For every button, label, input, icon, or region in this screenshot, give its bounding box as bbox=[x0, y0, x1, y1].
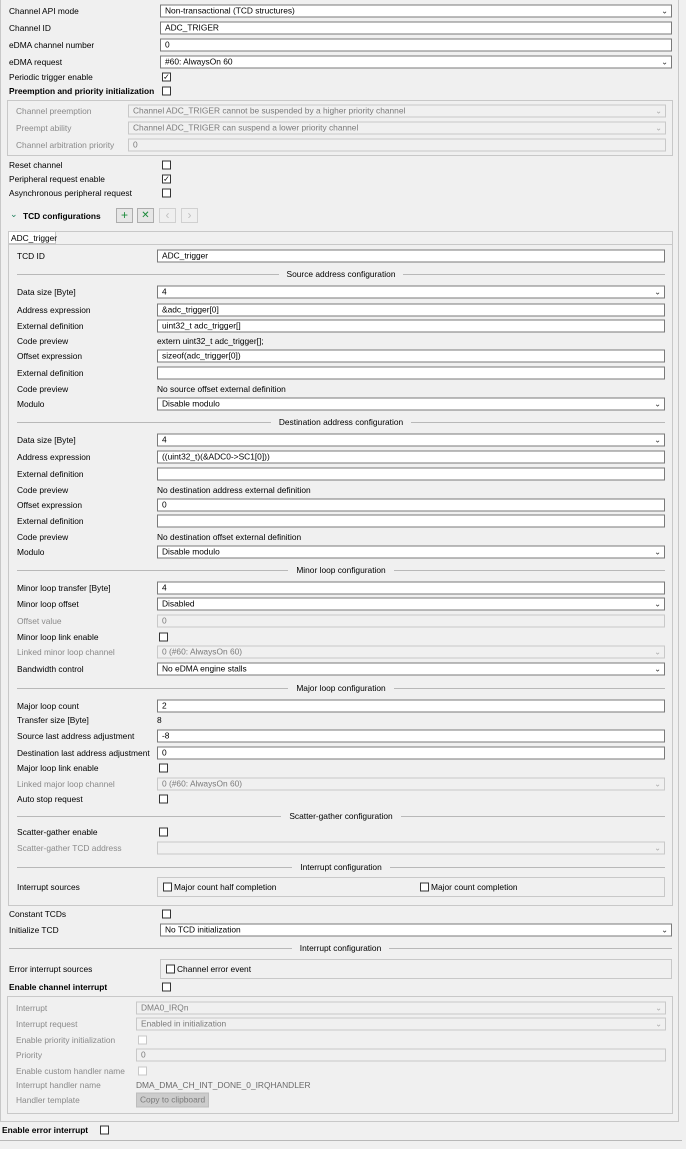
chevron-down-icon: ⌄ bbox=[654, 664, 661, 674]
section-separator bbox=[17, 810, 665, 822]
checkmark-icon: ✓ bbox=[163, 174, 170, 184]
channel-api-mode-select[interactable] bbox=[160, 5, 672, 18]
channel-preemption-select bbox=[128, 105, 666, 118]
offset-expression-input[interactable]: sizeof(adc_trigger[0]) bbox=[157, 350, 665, 363]
separator-line bbox=[17, 274, 279, 275]
selected-value: #60: AlwaysOn 60 bbox=[165, 56, 233, 67]
initialize-tcd-label: Initialize TCD bbox=[9, 925, 59, 935]
section-separator bbox=[17, 861, 665, 873]
auto-stop-request-label: Auto stop request bbox=[17, 794, 83, 804]
chevron-down-icon: ⌄ bbox=[654, 435, 661, 445]
external-definition-label: External definition bbox=[17, 321, 84, 331]
interrupt-select bbox=[136, 1002, 666, 1015]
selected-value: DMA0_IRQn bbox=[141, 1002, 189, 1013]
handler-template-label: Handler template bbox=[16, 1095, 80, 1105]
edma-request-label: eDMA request bbox=[9, 57, 63, 67]
channel-id-label: Channel ID bbox=[9, 23, 51, 33]
enable-custom-handler-name-label: Enable custom handler name bbox=[16, 1066, 125, 1076]
section-title: Source address configuration bbox=[286, 269, 396, 279]
chevron-right-icon: › bbox=[187, 208, 192, 222]
minor-loop-link-enable-checkbox[interactable] bbox=[159, 633, 168, 642]
code-preview-value: No destination offset external definition bbox=[157, 532, 302, 542]
selected-value: Channel ADC_TRIGER cannot be suspended by a higher priority channel bbox=[133, 105, 406, 116]
preemption-and-priority-initialization-checkbox[interactable] bbox=[162, 87, 171, 96]
code-preview-label: Code preview bbox=[17, 485, 69, 495]
interrupt-sources-label: Interrupt sources bbox=[17, 882, 80, 892]
chevron-down-icon: ⌄ bbox=[654, 547, 661, 557]
selected-value: Disable modulo bbox=[162, 546, 220, 557]
code-preview-label: Code preview bbox=[17, 336, 69, 346]
data-size-byte-label: Data size [Byte] bbox=[17, 287, 76, 297]
code-preview-value: extern uint32_t adc_trigger[]; bbox=[157, 336, 264, 346]
chevron-down-icon: ⌄ bbox=[654, 287, 661, 297]
section-title: Major loop configuration bbox=[296, 683, 386, 693]
constant-tcds-checkbox[interactable] bbox=[162, 910, 171, 919]
external-definition-label: External definition bbox=[17, 516, 84, 526]
tcd-id-input[interactable]: ADC_trigger bbox=[157, 250, 665, 263]
selected-value: Channel ADC_TRIGER can suspend a lower priority channel bbox=[133, 122, 359, 133]
separator-line bbox=[17, 816, 281, 817]
address-expression-label: Address expression bbox=[17, 452, 91, 462]
section-separator bbox=[17, 564, 665, 576]
bandwidth-control-label: Bandwidth control bbox=[17, 664, 84, 674]
chevron-down-icon: ⌄ bbox=[654, 779, 661, 789]
code-preview-value: No source offset external definition bbox=[157, 384, 286, 394]
chevron-down-icon: ⌄ bbox=[655, 1003, 662, 1013]
major-loop-count-label: Major loop count bbox=[17, 701, 79, 711]
separator-line bbox=[394, 688, 665, 689]
reset-channel-label: Reset channel bbox=[9, 160, 63, 170]
next-tcd-button[interactable] bbox=[181, 208, 198, 223]
tab-adc-trigger[interactable] bbox=[9, 232, 56, 244]
section-separator bbox=[9, 942, 672, 954]
destination-last-address-adjustment-label: Destination last address adjustment bbox=[17, 748, 150, 758]
channel-id-input[interactable]: ADC_TRIGER bbox=[160, 22, 672, 35]
separator-line bbox=[17, 688, 288, 689]
enable-channel-interrupt-label: Enable channel interrupt bbox=[9, 982, 108, 992]
channel-arbitration-priority-label: Channel arbitration priority bbox=[16, 140, 115, 150]
transfer-size-byte-value: 8 bbox=[157, 715, 162, 725]
external-definition-label: External definition bbox=[17, 469, 84, 479]
section-title: Destination address configuration bbox=[278, 417, 404, 427]
selected-value: 0 (#60: AlwaysOn 60) bbox=[162, 646, 243, 657]
interrupt-handler-name-value: DMA_DMA_CH_INT_DONE_0_IRQHANDLER bbox=[136, 1080, 311, 1090]
data-size-byte-select[interactable] bbox=[157, 434, 665, 447]
scatter-gather-tcd-address-select bbox=[157, 842, 665, 855]
offset-value-label: Offset value bbox=[17, 616, 62, 626]
preempt-ability-label: Preempt ability bbox=[16, 123, 72, 133]
separator-line bbox=[403, 274, 665, 275]
major-count-half-completion-label: Major count half completion bbox=[174, 882, 277, 892]
offset-expression-label: Offset expression bbox=[17, 500, 83, 510]
channel-preemption-label: Channel preemption bbox=[16, 106, 92, 116]
transfer-size-byte-label: Transfer size [Byte] bbox=[17, 715, 89, 725]
destination-last-address-adjustment-input[interactable]: 0 bbox=[157, 747, 665, 760]
external-definition-input[interactable] bbox=[157, 367, 665, 380]
separator-line bbox=[390, 867, 665, 868]
channel-arbitration-priority-input: 0 bbox=[128, 139, 666, 152]
modulo-label: Modulo bbox=[17, 399, 45, 409]
address-expression-label: Address expression bbox=[17, 305, 91, 315]
selected-value: 4 bbox=[162, 286, 167, 297]
channel-error-event-checkbox[interactable] bbox=[166, 965, 175, 974]
scatter-gather-tcd-address-label: Scatter-gather TCD address bbox=[17, 843, 122, 853]
interrupt-request-select bbox=[136, 1018, 666, 1031]
chevron-down-icon: ⌄ bbox=[661, 925, 668, 935]
linked-major-loop-channel-select bbox=[157, 778, 665, 791]
major-loop-count-input[interactable]: 2 bbox=[157, 700, 665, 713]
section-separator bbox=[17, 682, 665, 694]
edma-channel-number-label: eDMA channel number bbox=[9, 40, 95, 50]
tab-divider bbox=[9, 244, 672, 245]
source-last-address-adjustment-label: Source last address adjustment bbox=[17, 731, 135, 741]
separator-line bbox=[9, 948, 292, 949]
separator-line bbox=[389, 948, 672, 949]
chevron-down-icon: ⌄ bbox=[661, 6, 668, 16]
channel-error-event-label: Channel error event bbox=[177, 964, 252, 974]
offset-value-input: 0 bbox=[157, 615, 665, 628]
handler-template-button: Copy to clipboard bbox=[136, 1093, 209, 1108]
selected-value: Enabled in initialization bbox=[141, 1018, 227, 1029]
preemption-and-priority-initialization-label: Preemption and priority initialization bbox=[9, 86, 155, 96]
enable-custom-handler-name-checkbox bbox=[138, 1067, 147, 1076]
modulo-label: Modulo bbox=[17, 547, 45, 557]
selected-value: 0 (#60: AlwaysOn 60) bbox=[162, 778, 243, 789]
bottom-divider bbox=[0, 1140, 682, 1141]
asynchronous-peripheral-request-label: Asynchronous peripheral request bbox=[9, 188, 132, 198]
interrupt-request-label: Interrupt request bbox=[16, 1019, 78, 1029]
plus-icon: + bbox=[120, 208, 128, 222]
peripheral-request-enable-checkbox[interactable] bbox=[162, 175, 171, 184]
section-title: Interrupt configuration bbox=[299, 943, 382, 953]
section-separator bbox=[17, 268, 665, 280]
checkmark-icon: ✓ bbox=[163, 72, 170, 82]
minor-loop-offset-select[interactable] bbox=[157, 598, 665, 611]
chevron-left-icon: ‹ bbox=[165, 208, 170, 222]
enable-channel-interrupt-checkbox[interactable] bbox=[162, 983, 171, 992]
chevron-down-icon: ⌄ bbox=[661, 57, 668, 67]
separator-line bbox=[401, 816, 665, 817]
scatter-gather-enable-label: Scatter-gather enable bbox=[17, 827, 98, 837]
linked-minor-loop-channel-select bbox=[157, 646, 665, 659]
section-title: Minor loop configuration bbox=[296, 565, 386, 575]
chevron-down-icon: ⌄ bbox=[654, 599, 661, 609]
code-preview-value: No destination address external definition bbox=[157, 485, 311, 495]
modulo-select[interactable] bbox=[157, 398, 665, 411]
peripheral-request-enable-label: Peripheral request enable bbox=[9, 174, 105, 184]
external-definition-input[interactable]: uint32_t adc_trigger[] bbox=[157, 320, 665, 333]
major-count-completion-checkbox[interactable] bbox=[420, 883, 429, 892]
separator-line bbox=[411, 422, 665, 423]
minor-loop-transfer-byte-input[interactable]: 4 bbox=[157, 582, 665, 595]
periodic-trigger-enable-checkbox[interactable] bbox=[162, 73, 171, 82]
offset-expression-label: Offset expression bbox=[17, 351, 83, 361]
section-title: Interrupt configuration bbox=[300, 862, 382, 872]
selected-value: Disable modulo bbox=[162, 398, 220, 409]
tcd-id-label: TCD ID bbox=[17, 251, 45, 261]
offset-expression-input[interactable]: 0 bbox=[157, 499, 665, 512]
edma-request-select[interactable] bbox=[160, 56, 672, 69]
source-last-address-adjustment-input[interactable]: -8 bbox=[157, 730, 665, 743]
chevron-down-icon: ⌄ bbox=[654, 843, 661, 853]
selected-value: Non-transactional (TCD structures) bbox=[165, 5, 295, 16]
section-title: Scatter-gather configuration bbox=[289, 811, 393, 821]
periodic-trigger-enable-label: Periodic trigger enable bbox=[9, 72, 93, 82]
external-definition-input[interactable] bbox=[157, 468, 665, 481]
reset-channel-checkbox[interactable] bbox=[162, 161, 171, 170]
scatter-gather-enable-checkbox[interactable] bbox=[159, 828, 168, 837]
linked-minor-loop-channel-label: Linked minor loop channel bbox=[17, 647, 115, 657]
data-size-byte-select[interactable] bbox=[157, 286, 665, 299]
enable-error-interrupt-checkbox[interactable] bbox=[100, 1126, 109, 1135]
chevron-down-icon: ⌄ bbox=[654, 399, 661, 409]
error-interrupt-sources-label: Error interrupt sources bbox=[9, 964, 93, 974]
initialize-tcd-select[interactable] bbox=[160, 924, 672, 937]
priority-input: 0 bbox=[136, 1049, 666, 1062]
address-expression-input[interactable]: ((uint32_t)(&ADC0->SC1[0])) bbox=[157, 451, 665, 464]
separator-line bbox=[17, 422, 271, 423]
channel-api-mode-label: Channel API mode bbox=[9, 6, 79, 16]
remove-tcd-button[interactable] bbox=[137, 208, 154, 223]
auto-stop-request-checkbox[interactable] bbox=[159, 795, 168, 804]
tcd-title: TCD configurations bbox=[23, 211, 101, 221]
chevron-down-icon: ⌄ bbox=[655, 1019, 662, 1029]
asynchronous-peripheral-request-checkbox[interactable] bbox=[162, 189, 171, 198]
major-count-half-completion-checkbox[interactable] bbox=[163, 883, 172, 892]
major-loop-link-enable-checkbox[interactable] bbox=[159, 764, 168, 773]
major-loop-link-enable-label: Major loop link enable bbox=[17, 763, 99, 773]
minor-loop-link-enable-label: Minor loop link enable bbox=[17, 632, 99, 642]
chevron-down-icon: ⌄ bbox=[654, 647, 661, 657]
enable-priority-initialization-label: Enable priority initialization bbox=[16, 1035, 116, 1045]
major-count-completion-label: Major count completion bbox=[431, 882, 518, 892]
code-preview-label: Code preview bbox=[17, 532, 69, 542]
external-definition-label: External definition bbox=[17, 368, 84, 378]
code-preview-label: Code preview bbox=[17, 384, 69, 394]
enable-priority-initialization-checkbox bbox=[138, 1036, 147, 1045]
x-icon: ✕ bbox=[141, 210, 150, 221]
chevron-down-icon: ⌄ bbox=[655, 123, 662, 133]
prev-tcd-button[interactable] bbox=[159, 208, 176, 223]
selected-value: 4 bbox=[162, 434, 167, 445]
modulo-select[interactable] bbox=[157, 546, 665, 559]
interrupt-handler-name-label: Interrupt handler name bbox=[16, 1080, 101, 1090]
selected-value: No eDMA engine stalls bbox=[162, 663, 247, 674]
enable-error-interrupt-label: Enable error interrupt bbox=[2, 1125, 89, 1135]
minor-loop-transfer-byte-label: Minor loop transfer [Byte] bbox=[17, 583, 111, 593]
constant-tcds-label: Constant TCDs bbox=[9, 909, 67, 919]
selected-value: Disabled bbox=[162, 598, 195, 609]
preempt-ability-select bbox=[128, 122, 666, 135]
section-separator bbox=[17, 416, 665, 428]
tab-label: ADC_trigger bbox=[11, 233, 58, 243]
linked-major-loop-channel-label: Linked major loop channel bbox=[17, 779, 115, 789]
chevron-down-icon: ⌄ bbox=[655, 106, 662, 116]
separator-line bbox=[17, 867, 292, 868]
interrupt-label: Interrupt bbox=[16, 1003, 48, 1013]
edma-channel-number-input[interactable]: 0 bbox=[160, 39, 672, 52]
separator-line bbox=[17, 570, 288, 571]
selected-value: No TCD initialization bbox=[165, 924, 241, 935]
external-definition-input[interactable] bbox=[157, 515, 665, 528]
bandwidth-control-select[interactable] bbox=[157, 663, 665, 676]
chevron-down-icon[interactable]: ⌄ bbox=[10, 209, 18, 219]
address-expression-input[interactable]: &adc_trigger[0] bbox=[157, 304, 665, 317]
data-size-byte-label: Data size [Byte] bbox=[17, 435, 76, 445]
separator-line bbox=[394, 570, 665, 571]
add-tcd-button[interactable] bbox=[116, 208, 133, 223]
minor-loop-offset-label: Minor loop offset bbox=[17, 599, 79, 609]
priority-label: Priority bbox=[16, 1050, 43, 1060]
